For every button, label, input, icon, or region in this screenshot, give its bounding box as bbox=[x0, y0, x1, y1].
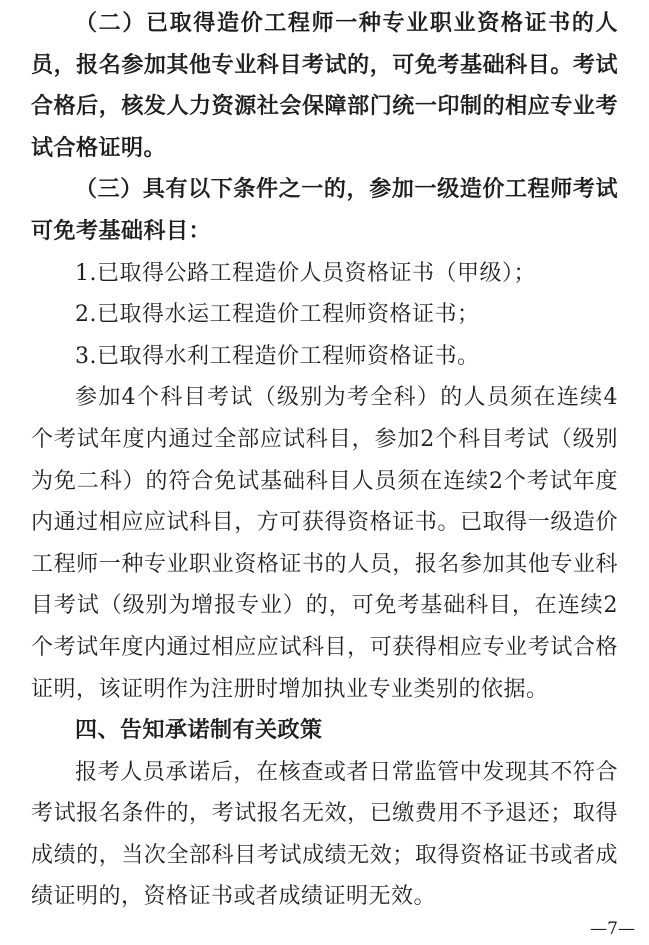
heading-section-4-commitment-policy: 四、告知承诺制有关政策 bbox=[75, 718, 323, 744]
paragraph-section-3-conditions-intro: （三）具有以下条件之一的，参加一级造价工程师考试可免考基础科目： bbox=[31, 176, 618, 244]
page-number: —7— bbox=[590, 919, 635, 939]
paragraph-commitment-policy: 报考人员承诺后，在核查或者日常监管中发现其不符合考试报名条件的，考试报名无效，已缴费用不予退还；取得成绩的，当次全部科目考试成绩无效；取得资格证书或者成绩证明的，资格证书或者成绩证明无效。 bbox=[31, 759, 618, 910]
list-item-condition-2: 2.已取得水运工程造价工程师资格证书； bbox=[75, 302, 480, 328]
list-item-condition-1: 1.已取得公路工程造价人员资格证书（甲级）； bbox=[75, 260, 536, 286]
paragraph-section-2-exemption: （二）已取得造价工程师一种专业职业资格证书的人员，报名参加其他专业科目考试的，可免考基础科目。考试合格后，核发人力资源社会保障部门统一印制的相应专业考试合格证明。 bbox=[31, 10, 618, 161]
paragraph-exam-cycle-rules: 参加4个科目考试（级别为考全科）的人员须在连续4个考试年度内通过全部应试科目，参加2个科目考试（级别为免二科）的符合免试基础科目人员须在连续2个考试年度内通过相应应试科目，方可获得资格证书。已取得一级造价工程师一种专业职业资格证书的人员，报名参加其他专业科目考试（级别为增报专业）的，可免考基础科目，在连续2个考试年度内通过相应应试科目，可获得相应专业考试合格证明，该证明作为注册时增加执业专业类别的依据。 bbox=[31, 385, 618, 702]
list-item-condition-3: 3.已取得水利工程造价工程师资格证书。 bbox=[75, 343, 480, 369]
